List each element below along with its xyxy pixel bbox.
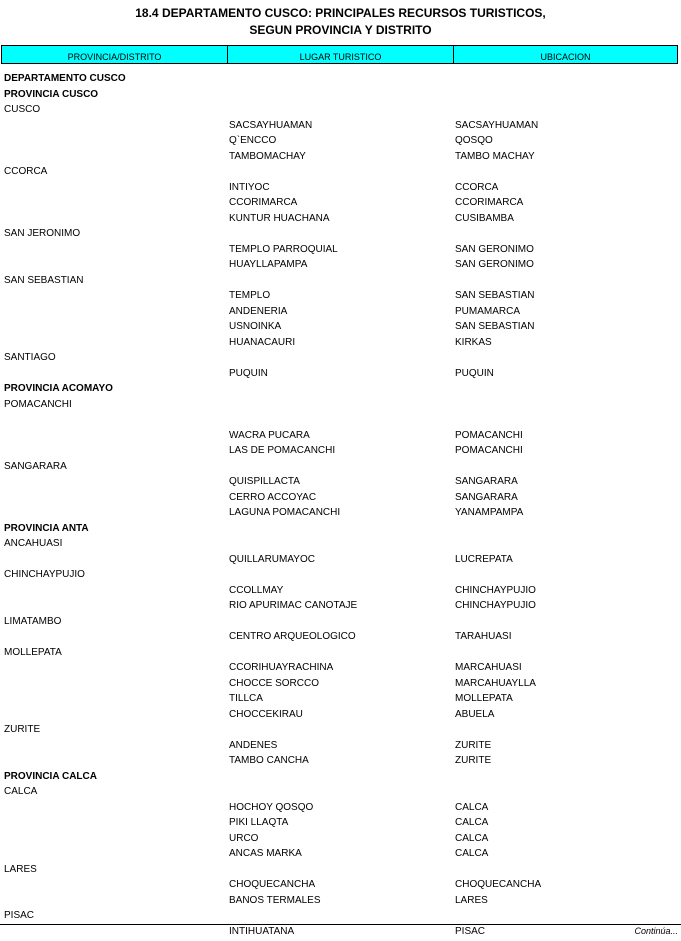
ubicacion-cell: ABUELA xyxy=(455,708,495,720)
table-row xyxy=(0,257,681,273)
ubicacion-cell: KIRKAS xyxy=(455,336,492,348)
table-row xyxy=(0,428,681,444)
table-row xyxy=(0,800,681,816)
table-row xyxy=(0,133,681,149)
ubicacion-cell: SANGARARA xyxy=(455,491,518,503)
ubicacion-cell: CCORIMARCA xyxy=(455,197,524,208)
lugar-turistico-cell: ANDENES xyxy=(229,739,278,751)
provincia-distrito-cell: LIMATAMBO xyxy=(4,615,62,627)
table-row xyxy=(0,366,681,382)
footer-divider xyxy=(0,924,681,925)
provincia-distrito-cell: CUSCO xyxy=(4,104,41,115)
table-row xyxy=(0,877,681,893)
table-row xyxy=(0,397,681,413)
table-row xyxy=(0,521,681,537)
lugar-turistico-cell: LAGUNA POMACANCHI xyxy=(229,507,341,518)
table-row xyxy=(0,629,681,645)
table-row xyxy=(0,924,681,940)
column-header-ubicacion: UBICACION xyxy=(540,52,591,62)
table-row xyxy=(0,769,681,785)
table-row xyxy=(0,536,681,552)
table-row xyxy=(0,490,681,506)
table-row xyxy=(0,412,681,428)
table-row xyxy=(0,102,681,118)
ubicacion-cell: PUQUIN xyxy=(455,367,494,379)
table-row xyxy=(0,211,681,227)
table-row xyxy=(0,118,681,134)
table-row xyxy=(0,738,681,754)
provincia-distrito-cell: CHINCHAYPUJIO xyxy=(4,569,85,580)
lugar-turistico-cell: CERRO ACCOYAC xyxy=(229,491,317,503)
lugar-turistico-cell: CCORIHUAYRACHINA xyxy=(229,662,334,673)
provincia-distrito-cell: ANCAHUASI xyxy=(4,538,63,549)
ubicacion-cell: MARCAHUASI xyxy=(455,662,522,673)
ubicacion-cell: CCORCA xyxy=(455,181,499,193)
continued-note: Continúa... xyxy=(634,926,678,936)
table-row xyxy=(0,319,681,335)
ubicacion-cell: YANAMPAMPA xyxy=(455,507,524,518)
provincia-distrito-cell: SAN JERONIMO xyxy=(4,228,81,239)
table-row xyxy=(0,645,681,661)
provincia-distrito-cell: CCORCA xyxy=(4,166,48,177)
ubicacion-cell: TARAHUASI xyxy=(455,631,512,642)
table-row xyxy=(0,583,681,599)
ubicacion-cell: POMACANCHI xyxy=(455,445,523,456)
ubicacion-cell: PUMAMARCA xyxy=(455,305,521,317)
ubicacion-cell: CHOQUECANCHA xyxy=(455,879,542,890)
ubicacion-cell: SAN GERONIMO xyxy=(455,259,534,270)
ubicacion-cell: LARES xyxy=(455,894,488,906)
lugar-turistico-cell: BANOS TERMALES xyxy=(229,894,321,906)
table-row xyxy=(0,676,681,692)
provincia-distrito-cell: SAN SEBASTIAN xyxy=(4,274,84,286)
table-row xyxy=(0,598,681,614)
lugar-turistico-cell: INTIYOC xyxy=(229,181,270,193)
provincia-distrito-cell: MOLLEPATA xyxy=(4,646,62,658)
table-row xyxy=(0,149,681,165)
table-row xyxy=(0,831,681,847)
table-row xyxy=(0,164,681,180)
ubicacion-cell: PISAC xyxy=(455,925,486,937)
table-row xyxy=(0,753,681,769)
column-header-provincia-distrito: PROVINCIA/DISTRITO xyxy=(2,46,228,63)
table-row xyxy=(0,381,681,397)
lugar-turistico-cell: HUAYLLAPAMPA xyxy=(229,259,308,270)
table-row xyxy=(0,304,681,320)
ubicacion-cell: QOSQO xyxy=(455,135,493,146)
table-row xyxy=(0,459,681,475)
provincia-distrito-cell: SANTIAGO xyxy=(4,352,56,363)
lugar-turistico-cell: SACSAYHUAMAN xyxy=(229,119,313,131)
lugar-turistico-cell: TAMBOMACHAY xyxy=(229,150,306,162)
lugar-turistico-cell: LAS DE POMACANCHI xyxy=(229,445,336,456)
table-row xyxy=(0,614,681,630)
ubicacion-cell: SAN SEBASTIAN xyxy=(455,321,535,332)
table-row xyxy=(0,273,681,289)
table-row xyxy=(0,474,681,490)
ubicacion-cell: CHINCHAYPUJIO xyxy=(455,600,536,611)
lugar-turistico-cell: QUILLARUMAYOC xyxy=(229,553,315,565)
table-row xyxy=(0,87,681,103)
table-row xyxy=(0,722,681,738)
table-row xyxy=(0,815,681,831)
table-title xyxy=(0,5,681,39)
table-row xyxy=(0,552,681,568)
table-row xyxy=(0,288,681,304)
ubicacion-cell: CALCA xyxy=(455,832,489,844)
lugar-turistico-cell: CHOCCE SORCCO xyxy=(229,677,320,689)
ubicacion-cell: SAN GERONIMO xyxy=(455,243,534,255)
lugar-turistico-cell: PUQUIN xyxy=(229,367,268,379)
ubicacion-cell: SANGARARA xyxy=(455,476,518,487)
table-body xyxy=(0,71,681,939)
lugar-turistico-cell: CHOCCEKIRAU xyxy=(229,708,303,720)
table-row xyxy=(0,226,681,242)
table-row xyxy=(0,691,681,707)
provincia-distrito-cell: PROVINCIA CALCA xyxy=(4,770,97,782)
table-title-line-2: SEGUN PROVINCIA Y DISTRITO xyxy=(249,23,432,37)
provincia-distrito-cell: SANGARARA xyxy=(4,460,67,472)
provincia-distrito-cell: POMACANCHI xyxy=(4,398,72,410)
table-row xyxy=(0,242,681,258)
ubicacion-cell: CALCA xyxy=(455,848,489,859)
lugar-turistico-cell: TEMPLO xyxy=(229,290,271,301)
table-row xyxy=(0,707,681,723)
table-row xyxy=(0,335,681,351)
table-row xyxy=(0,846,681,862)
provincia-distrito-cell: PROVINCIA ANTA xyxy=(4,522,89,534)
lugar-turistico-cell: URCO xyxy=(229,832,259,844)
ubicacion-cell: ZURITE xyxy=(455,739,492,751)
lugar-turistico-cell: Q`ENCCO xyxy=(229,135,277,146)
provincia-distrito-cell: PROVINCIA ACOMAYO xyxy=(4,383,113,394)
ubicacion-cell: CHINCHAYPUJIO xyxy=(455,584,536,596)
lugar-turistico-cell: PIKI LLAQTA xyxy=(229,817,289,828)
ubicacion-cell: ZURITE xyxy=(455,755,492,766)
lugar-turistico-cell: HUANACAURI xyxy=(229,336,296,348)
table-row xyxy=(0,893,681,909)
table-row xyxy=(0,350,681,366)
provincia-distrito-cell: LARES xyxy=(4,863,37,875)
table-row xyxy=(0,784,681,800)
lugar-turistico-cell: USNOINKA xyxy=(229,321,282,332)
table-row xyxy=(0,862,681,878)
lugar-turistico-cell: ANCAS MARKA xyxy=(229,848,302,859)
lugar-turistico-cell: CHOQUECANCHA xyxy=(229,879,316,890)
lugar-turistico-cell: CCOLLMAY xyxy=(229,584,284,596)
ubicacion-cell: SAN SEBASTIAN xyxy=(455,290,535,301)
lugar-turistico-cell: TILLCA xyxy=(229,693,263,704)
lugar-turistico-cell: TEMPLO PARROQUIAL xyxy=(229,243,338,255)
table-row xyxy=(0,71,681,87)
ubicacion-cell: SACSAYHUAMAN xyxy=(455,119,539,131)
ubicacion-cell: MARCAHUAYLLA xyxy=(455,677,536,689)
lugar-turistico-cell: ANDENERIA xyxy=(229,305,288,317)
table-row xyxy=(0,567,681,583)
provincia-distrito-cell: CALCA xyxy=(4,786,38,797)
table-row xyxy=(0,443,681,459)
provincia-distrito-cell: DEPARTAMENTO CUSCO xyxy=(4,73,126,84)
ubicacion-cell: CALCA xyxy=(455,801,489,813)
lugar-turistico-cell: QUISPILLACTA xyxy=(229,476,300,487)
lugar-turistico-cell: RIO APURIMAC CANOTAJE xyxy=(229,600,358,611)
table-row xyxy=(0,908,681,924)
provincia-distrito-cell: ZURITE xyxy=(4,724,41,735)
column-header-lugar-turistico: LUGAR TURISTICO xyxy=(228,46,454,63)
table-row xyxy=(0,180,681,196)
table-title-line-1: 18.4 DEPARTAMENTO CUSCO: PRINCIPALES RECURSOS TURISTICOS, xyxy=(135,6,546,20)
lugar-turistico-cell: HOCHOY QOSQO xyxy=(229,801,314,813)
ubicacion-cell: MOLLEPATA xyxy=(455,693,513,704)
ubicacion-cell: TAMBO MACHAY xyxy=(455,150,535,162)
table-row xyxy=(0,505,681,521)
lugar-turistico-cell: CENTRO ARQUEOLOGICO xyxy=(229,631,356,642)
lugar-turistico-cell: CCORIMARCA xyxy=(229,197,298,208)
ubicacion-cell: CALCA xyxy=(455,817,489,828)
table-header xyxy=(1,45,678,64)
ubicacion-cell: POMACANCHI xyxy=(455,429,523,441)
ubicacion-cell: CUSIBAMBA xyxy=(455,212,514,224)
ubicacion-cell: LUCREPATA xyxy=(455,553,513,565)
table-row xyxy=(0,660,681,676)
lugar-turistico-cell: TAMBO CANCHA xyxy=(229,755,309,766)
provincia-distrito-cell: PISAC xyxy=(4,910,35,921)
lugar-turistico-cell: INTIHUATANA xyxy=(229,925,295,937)
table-row xyxy=(0,195,681,211)
lugar-turistico-cell: KUNTUR HUACHANA xyxy=(229,212,330,224)
lugar-turistico-cell: WACRA PUCARA xyxy=(229,429,310,441)
provincia-distrito-cell: PROVINCIA CUSCO xyxy=(4,88,99,100)
